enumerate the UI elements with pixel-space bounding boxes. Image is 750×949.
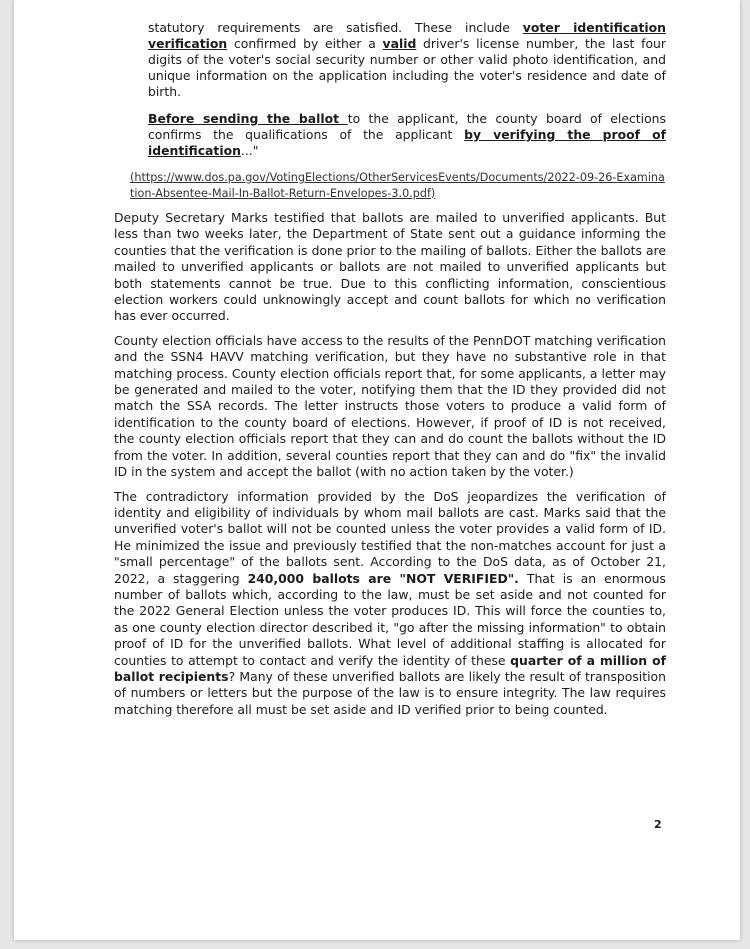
- emphasis-not-verified: 240,000 ballots are "NOT VERIFIED".: [247, 570, 519, 586]
- quote-text: to the applicant, the county board of elections confirms the qualifications of the applicant: [148, 111, 666, 142]
- quote-emphasis-voter-id: voter identification verification: [148, 20, 666, 51]
- block-quote: [148, 20, 666, 159]
- quote-emphasis-verifying-proof: by verifying the proof of identification: [148, 127, 666, 158]
- page-number: 2: [654, 818, 662, 831]
- quote-paragraph-1: [148, 20, 666, 100]
- quote-emphasis-valid: valid: [382, 36, 417, 51]
- reference-link[interactable]: (https://www.dos.pa.gov/VotingElections/OtherServicesEvents/Documents/2022-09-26-Examination-Absentee-Mail-In-Ballot-Return-Envelopes-3.0.pdf): [130, 171, 665, 200]
- paragraph-text: That is an enormous number of ballots which, according to the law, must be set aside and not counted for the 2022 General Election unless the voter produces ID. This will force the counties to, as one county election director described it, "go after the missing information" to obtain proof of ID for the unverified ballots. What level of additional staffing is allocated for counties to attempt to contact and verify the identity of these: [114, 570, 666, 668]
- paragraph-text: The contradictory information provided by the DoS jeopardizes the verification of identity and eligibility of individuals by whom mail ballots are cast. Marks said that the unverified voter's ballot will not be counted unless the voter provides a valid form of ID. He minimized the issue and previously testified that the non-matches account for just a "small percentage" of the ballots sent. According to the DoS data, as of October 21, 2022, a staggering: [114, 488, 666, 586]
- document-page: [14, 0, 740, 940]
- paragraph-text: ? Many of these unverified ballots are likely the result of transposition of numbers or letters but the purpose of the law is to ensure integrity. The law requires matching therefore all must be set aside and ID verified prior to being counted.: [114, 668, 666, 717]
- quote-emphasis-before-sending: Before sending the ballot: [148, 111, 348, 126]
- paragraph-county-officials: County election officials have access to the results of the PennDOT matching verification and the SSN4 HAVV matching verification, but they have no substantive role in that matching process. County election officials report that, for some applicants, a letter may be generated and mailed to the voter, notifying them that the ID they provided did not match the SSA records. The letter instructs those voters to produce a valid form of identification to the county board of elections. However, if proof of ID is not received, the county election officials report that they can and do count the ballots without the ID from the voter. In addition, several counties report that they can and do "fix" the invalid ID in the system and accept the ballot (with no action taken by the voter.): [114, 332, 666, 480]
- quote-paragraph-2: [148, 111, 666, 159]
- quote-text: ...": [240, 143, 259, 158]
- paragraph-contradictory-info: [114, 489, 666, 719]
- page-content: [114, 20, 666, 718]
- quote-text: confirmed by either a: [227, 36, 383, 51]
- emphasis-quarter-million: quarter of a million of ballot recipients: [114, 652, 666, 684]
- paragraph-testimony: Deputy Secretary Marks testified that ballots are mailed to unverified applicants. But less than two weeks later, the Department of State sent out a guidance informing the counties that the verification is done prior to the mailing of ballots. Either the ballots are mailed to unverified applicants or ballots are not mailed to unverified applicants but both statements cannot be true. Due to this conflicting information, conscientious election workers could unknowingly accept and count ballots for which no verification has ever occurred.: [114, 210, 666, 324]
- quote-text: statutory requirements are satisfied. These include: [148, 20, 523, 35]
- quote-text: driver's license number, the last four digits of the voter's social security number or other valid photo identification, and unique information on the application including the voter's residence and date of birth.: [148, 36, 666, 99]
